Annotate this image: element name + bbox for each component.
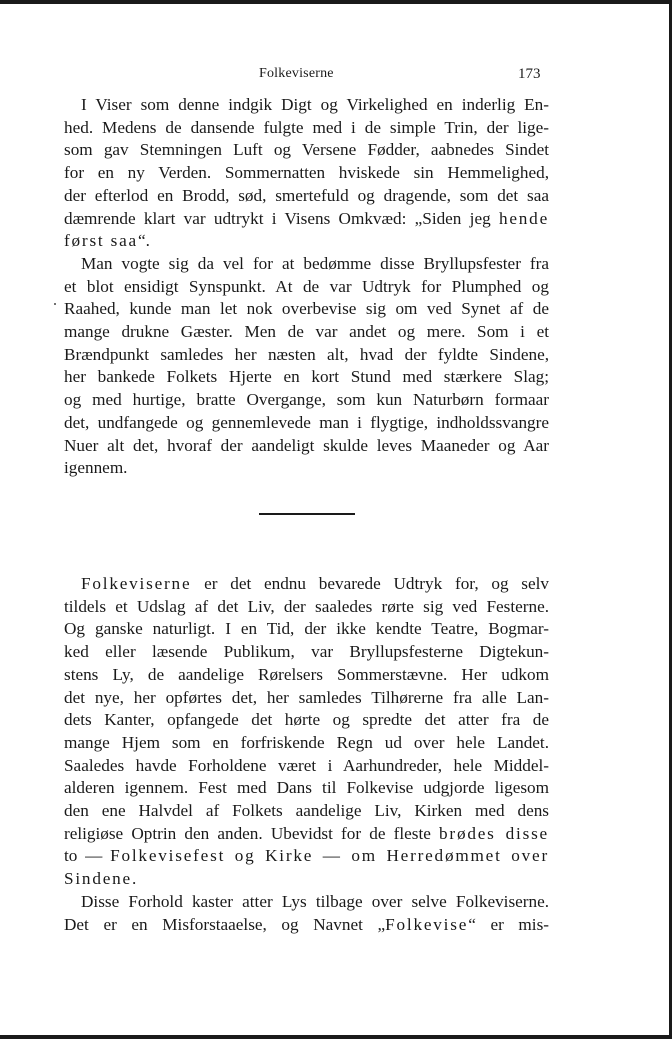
text-segment: to — [64, 846, 111, 866]
text-segment: mange drukne Gæster. Men de var andet og mere. Som i et [64, 322, 549, 342]
text-line [64, 687, 549, 710]
section-separator-rule [259, 513, 355, 515]
text-line [64, 755, 549, 778]
text-segment: stens Ly, de aandelige Rørelsers Sommerstævne. Her udkom [64, 664, 549, 684]
text-segment: Raahed, kunde man let nok overbevise sig om ved Synet af de [64, 299, 549, 319]
text-line [64, 709, 549, 732]
text-line [64, 618, 549, 641]
print-speck [54, 303, 56, 305]
text-line [64, 344, 549, 367]
spaced-emphasis: Folkevise [385, 914, 469, 934]
text-line [64, 230, 549, 253]
text-segment: dæmrende klart var udtrykt i Visens Omkvæd: „Siden jeg [64, 208, 499, 228]
text-line [64, 298, 549, 321]
spaced-emphasis: Folkevisefest og Kirke — om Herredømmet over [110, 846, 549, 866]
text-segment: alderen igennem. Fest med Dans til Folkevise udgjorde ligesom [64, 778, 549, 798]
section-1-text [64, 94, 549, 480]
text-line [64, 117, 549, 140]
text-line [64, 435, 549, 458]
paragraph [64, 94, 549, 253]
text-line [64, 185, 549, 208]
page-number: 173 [518, 66, 541, 82]
text-line [64, 868, 549, 891]
text-line [64, 823, 549, 846]
text-line [64, 457, 549, 480]
text-segment: Saaledes havde Forholdene været i Aarhundreder, hele Middel- [64, 755, 549, 775]
text-segment: et blot ensidigt Synspunkt. At de var Udtryk for Plumphed og [64, 276, 549, 296]
text-segment: religiøse Optrin den anden. Ubevidst for de fleste [64, 823, 440, 843]
paragraph [64, 253, 549, 480]
running-head-title: Folkeviserne [259, 66, 334, 81]
text-segment: som gav Stemningen Luft og Versene Fødder, aabnedes Sindet [64, 140, 549, 160]
text-line [64, 732, 549, 755]
text-segment: er det endnu bevarede Udtryk for, og selv [191, 574, 549, 593]
text-segment: igennem. [64, 458, 128, 478]
text-segment: Det er en Misforstaaelse, og Navnet „ [64, 914, 386, 934]
page-edge-bottom [0, 1035, 672, 1039]
spaced-emphasis: først saa [64, 231, 138, 251]
text-segment: hed. Medens de dansende fulgte med i de simple Trin, der lige- [64, 117, 549, 137]
text-segment: Man vogte sig da vel for at bedømme disse Bryllupsfester fra [81, 253, 549, 273]
text-line [64, 800, 549, 823]
text-line [64, 891, 549, 914]
text-line [64, 596, 549, 619]
text-line [64, 366, 549, 389]
text-line [64, 914, 549, 937]
text-segment: det nye, her opførtes det, her samledes Tilhørerne fra alle Lan- [64, 687, 549, 707]
text-line [64, 253, 549, 276]
text-segment: det, undfangede og gennemlevede man i flygtige, indholdssvangre [64, 412, 549, 432]
page-edge-top [0, 0, 672, 4]
text-segment: . [131, 869, 137, 889]
text-segment: Og ganske naturligt. I en Tid, der ikke kendte Teatre, Bogmar- [64, 619, 549, 639]
text-line [64, 208, 549, 231]
text-segment: mange Hjem som en forfriskende Regn ud over hele Landet. [64, 732, 549, 752]
text-segment: og med hurtige, bratte Overgange, som kun Naturbørn formaar [64, 390, 549, 410]
text-line [64, 777, 549, 800]
text-segment: “ er mis- [468, 914, 549, 934]
text-line [64, 276, 549, 299]
text-segment: tildels et Udslag af det Liv, der saaledes rørte sig ved Festerne. [64, 596, 549, 616]
text-line [64, 664, 549, 687]
paragraph [64, 573, 549, 891]
text-line [64, 641, 549, 664]
text-line [64, 412, 549, 435]
text-segment: Disse Forhold kaster atter Lys tilbage over selve Folkeviserne. [81, 891, 549, 911]
paragraph [64, 891, 549, 936]
text-segment: her bankede Folkets Hjerte en kort Stund med stærkere Slag; [64, 367, 549, 387]
text-segment: I Viser som denne indgik Digt og Virkelighed en inderlig En- [81, 95, 549, 114]
text-line [64, 321, 549, 344]
text-segment: “. [137, 231, 150, 251]
text-segment: ked eller læsende Publikum, var Bryllupsfesterne Digtekun- [64, 642, 549, 662]
text-segment: dets Kanter, opfangede det hørte og spredte det atter fra de [64, 710, 549, 730]
text-segment: Nuer alt det, hvoraf der aandeligt skulde leves Maaneder og Aar [64, 435, 549, 455]
text-line [64, 573, 549, 596]
spaced-emphasis: brødes disse [439, 823, 549, 843]
running-head [0, 66, 672, 84]
spaced-emphasis: Folkeviserne [81, 574, 192, 593]
text-line [64, 845, 549, 868]
text-line [64, 162, 549, 185]
text-line [64, 139, 549, 162]
spaced-emphasis: hende [498, 208, 549, 228]
section-2-text [64, 573, 549, 936]
text-segment: der efterlod en Brodd, sød, smertefuld og dragende, som det saa [64, 185, 549, 205]
text-line [64, 94, 549, 117]
text-segment: Brændpunkt samledes her næsten alt, hvad der fyldte Sindene, [64, 344, 549, 364]
text-line [64, 389, 549, 412]
text-segment: den ene Halvdel af Folkets aandelige Liv, Kirken med dens [64, 801, 549, 821]
text-segment: for en ny Verden. Sommernatten hviskede sin Hemmelighed, [64, 163, 549, 183]
spaced-emphasis: Sindene [64, 869, 132, 889]
